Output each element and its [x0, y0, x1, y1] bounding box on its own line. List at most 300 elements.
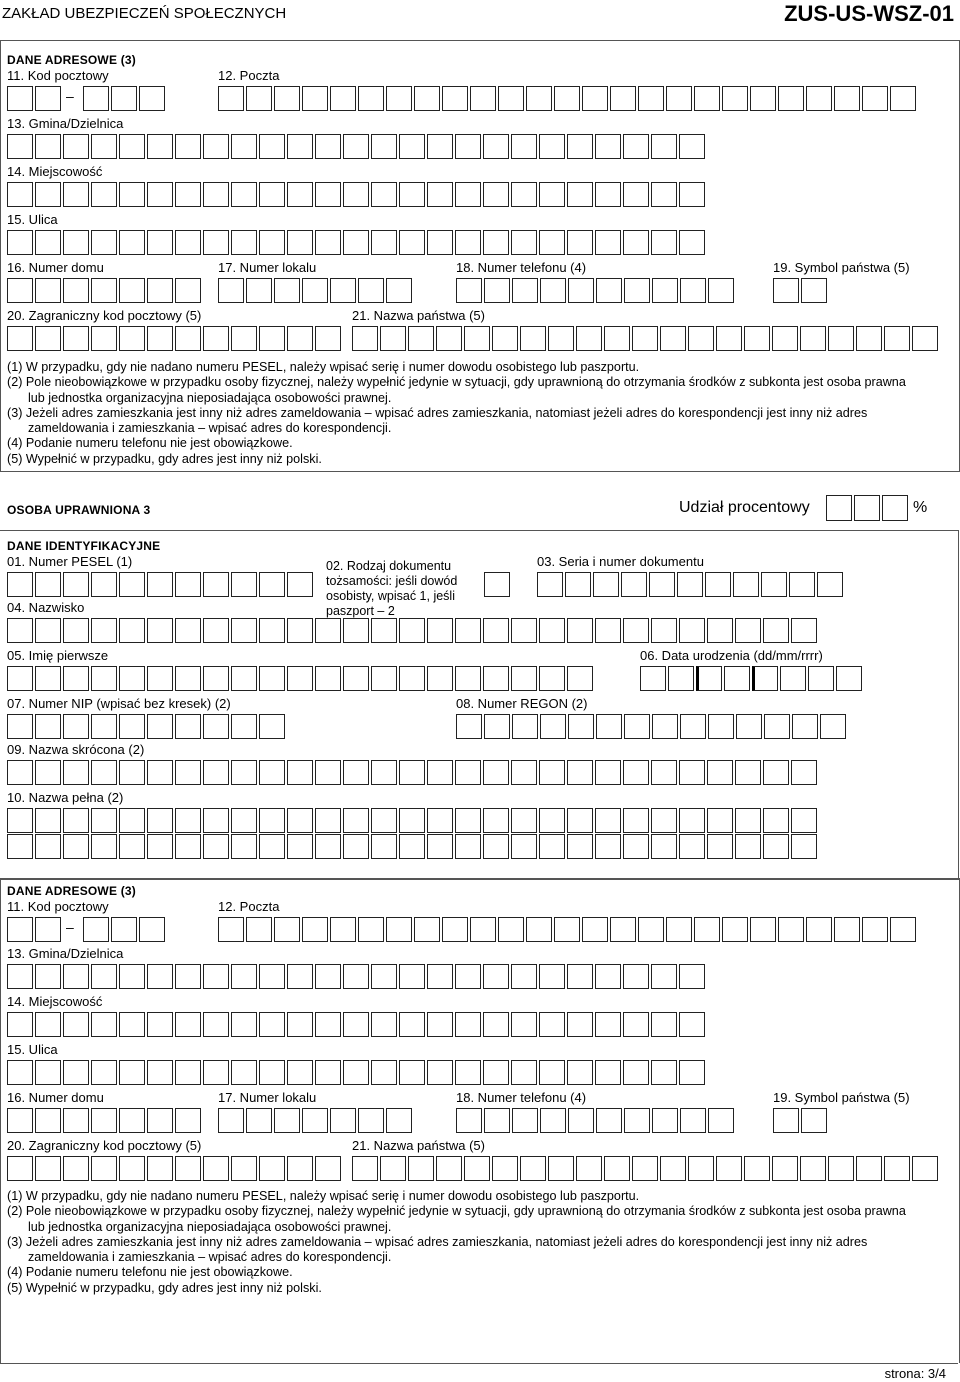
input-cell[interactable] [371, 182, 397, 207]
input-cell[interactable] [7, 618, 33, 643]
input-cell[interactable] [231, 230, 257, 255]
input-cell[interactable] [330, 917, 356, 942]
input-cell[interactable] [763, 760, 789, 785]
input-cell[interactable] [735, 618, 761, 643]
input-cell[interactable] [511, 1060, 537, 1085]
input-cell[interactable] [623, 760, 649, 785]
input-cell[interactable] [371, 666, 397, 691]
input-cell[interactable] [483, 666, 509, 691]
input-cell[interactable] [778, 86, 804, 111]
input-cell[interactable] [455, 134, 481, 159]
input-cell[interactable] [680, 1108, 706, 1133]
input-cell[interactable] [484, 714, 510, 739]
input-cell[interactable] [203, 714, 229, 739]
input-cell[interactable] [343, 182, 369, 207]
input-cell[interactable] [483, 182, 509, 207]
input-cell[interactable] [854, 495, 880, 521]
input-cell[interactable] [287, 964, 313, 989]
commune-boxes[interactable] [7, 134, 707, 159]
input-cell[interactable] [408, 1156, 434, 1181]
input-cell[interactable] [483, 808, 509, 833]
input-cell[interactable] [274, 86, 300, 111]
input-cell[interactable] [274, 1108, 300, 1133]
input-cell[interactable] [175, 714, 201, 739]
input-cell[interactable] [358, 278, 384, 303]
input-cell[interactable] [302, 86, 328, 111]
input-cell[interactable] [91, 134, 117, 159]
input-cell[interactable] [744, 326, 770, 351]
input-cell[interactable] [456, 278, 482, 303]
input-cell[interactable] [343, 1060, 369, 1085]
input-cell[interactable] [736, 714, 762, 739]
input-cell[interactable] [483, 230, 509, 255]
input-cell[interactable] [677, 572, 703, 597]
input-cell[interactable] [456, 714, 482, 739]
input-cell[interactable] [231, 760, 257, 785]
input-cell[interactable] [651, 182, 677, 207]
input-cell[interactable] [651, 134, 677, 159]
input-cell[interactable] [63, 1060, 89, 1085]
input-cell[interactable] [498, 86, 524, 111]
input-cell[interactable] [63, 1156, 89, 1181]
input-cell[interactable] [287, 1012, 313, 1037]
input-cell[interactable] [7, 808, 33, 833]
input-cell[interactable] [436, 326, 462, 351]
input-cell[interactable] [623, 808, 649, 833]
post-office2-boxes[interactable] [218, 917, 918, 942]
input-cell[interactable] [175, 808, 201, 833]
input-cell[interactable] [315, 1156, 341, 1181]
input-cell[interactable] [595, 808, 621, 833]
input-cell[interactable] [302, 278, 328, 303]
country-symbol2-boxes[interactable] [773, 1108, 829, 1133]
input-cell[interactable] [371, 1012, 397, 1037]
input-cell[interactable] [119, 1108, 145, 1133]
input-cell[interactable] [763, 618, 789, 643]
input-cell[interactable] [119, 572, 145, 597]
input-cell[interactable] [791, 834, 817, 859]
input-cell[interactable] [259, 666, 285, 691]
input-cell[interactable] [596, 278, 622, 303]
input-cell[interactable] [567, 964, 593, 989]
input-cell[interactable] [203, 964, 229, 989]
input-cell[interactable] [624, 1108, 650, 1133]
input-cell[interactable] [315, 182, 341, 207]
input-cell[interactable] [834, 917, 860, 942]
input-cell[interactable] [764, 714, 790, 739]
input-cell[interactable] [83, 917, 109, 942]
input-cell[interactable] [63, 134, 89, 159]
input-cell[interactable] [708, 1108, 734, 1133]
country-name2-boxes[interactable] [352, 1156, 940, 1181]
input-cell[interactable] [203, 230, 229, 255]
input-cell[interactable] [427, 666, 453, 691]
input-cell[interactable] [511, 134, 537, 159]
input-cell[interactable] [35, 134, 61, 159]
input-cell[interactable] [707, 808, 733, 833]
input-cell[interactable] [358, 917, 384, 942]
input-cell[interactable] [595, 1012, 621, 1037]
input-cell[interactable] [91, 1012, 117, 1037]
input-cell[interactable] [315, 808, 341, 833]
input-cell[interactable] [203, 134, 229, 159]
input-cell[interactable] [259, 134, 285, 159]
input-cell[interactable] [610, 86, 636, 111]
input-cell[interactable] [652, 278, 678, 303]
input-cell[interactable] [511, 1012, 537, 1037]
input-cell[interactable] [218, 86, 244, 111]
input-cell[interactable] [175, 1012, 201, 1037]
input-cell[interactable] [464, 1156, 490, 1181]
phone-boxes[interactable] [456, 278, 736, 303]
input-cell[interactable] [511, 666, 537, 691]
input-cell[interactable] [203, 182, 229, 207]
input-cell[interactable] [119, 618, 145, 643]
input-cell[interactable] [175, 182, 201, 207]
input-cell[interactable] [623, 618, 649, 643]
input-cell[interactable] [358, 1108, 384, 1133]
input-cell[interactable] [147, 572, 173, 597]
input-cell[interactable] [679, 760, 705, 785]
street-boxes[interactable] [7, 230, 707, 255]
input-cell[interactable] [651, 230, 677, 255]
input-cell[interactable] [119, 714, 145, 739]
input-cell[interactable] [791, 760, 817, 785]
input-cell[interactable] [817, 572, 843, 597]
house-no-boxes[interactable] [7, 278, 203, 303]
input-cell[interactable] [399, 1012, 425, 1037]
input-cell[interactable] [539, 964, 565, 989]
input-cell[interactable] [119, 1156, 145, 1181]
input-cell[interactable] [539, 134, 565, 159]
input-cell[interactable] [203, 1060, 229, 1085]
input-cell[interactable] [399, 808, 425, 833]
input-cell[interactable] [582, 86, 608, 111]
input-cell[interactable] [7, 1108, 33, 1133]
input-cell[interactable] [287, 618, 313, 643]
input-cell[interactable] [175, 964, 201, 989]
input-cell[interactable] [890, 86, 916, 111]
input-cell[interactable] [147, 1060, 173, 1085]
input-cell[interactable] [330, 278, 356, 303]
input-cell[interactable] [651, 760, 677, 785]
input-cell[interactable] [752, 666, 778, 691]
input-cell[interactable] [694, 86, 720, 111]
input-cell[interactable] [7, 1156, 33, 1181]
input-cell[interactable] [512, 278, 538, 303]
input-cell[interactable] [652, 714, 678, 739]
commune2-boxes[interactable] [7, 964, 707, 989]
input-cell[interactable] [763, 834, 789, 859]
input-cell[interactable] [456, 1108, 482, 1133]
input-cell[interactable] [593, 572, 619, 597]
input-cell[interactable] [455, 834, 481, 859]
input-cell[interactable] [371, 760, 397, 785]
input-cell[interactable] [596, 714, 622, 739]
input-cell[interactable] [7, 834, 33, 859]
input-cell[interactable] [539, 666, 565, 691]
input-cell[interactable] [512, 1108, 538, 1133]
input-cell[interactable] [91, 1108, 117, 1133]
input-cell[interactable] [91, 1060, 117, 1085]
input-cell[interactable] [780, 666, 806, 691]
input-cell[interactable] [708, 714, 734, 739]
input-cell[interactable] [63, 1012, 89, 1037]
input-cell[interactable] [83, 86, 109, 111]
input-cell[interactable] [399, 1060, 425, 1085]
flat-no-boxes[interactable] [218, 278, 414, 303]
input-cell[interactable] [455, 230, 481, 255]
input-cell[interactable] [679, 182, 705, 207]
input-cell[interactable] [836, 666, 862, 691]
input-cell[interactable] [694, 917, 720, 942]
input-cell[interactable] [259, 760, 285, 785]
input-cell[interactable] [287, 666, 313, 691]
input-cell[interactable] [806, 917, 832, 942]
input-cell[interactable] [773, 1108, 799, 1133]
input-cell[interactable] [287, 834, 313, 859]
street2-boxes[interactable] [7, 1060, 707, 1085]
input-cell[interactable] [259, 1156, 285, 1181]
input-cell[interactable] [399, 834, 425, 859]
input-cell[interactable] [380, 326, 406, 351]
input-cell[interactable] [63, 834, 89, 859]
input-cell[interactable] [343, 964, 369, 989]
input-cell[interactable] [259, 1060, 285, 1085]
first-name-boxes[interactable] [7, 666, 595, 691]
input-cell[interactable] [651, 964, 677, 989]
city-boxes[interactable] [7, 182, 707, 207]
input-cell[interactable] [666, 86, 692, 111]
input-cell[interactable] [649, 572, 675, 597]
input-cell[interactable] [119, 230, 145, 255]
input-cell[interactable] [35, 230, 61, 255]
input-cell[interactable] [688, 1156, 714, 1181]
input-cell[interactable] [856, 326, 882, 351]
input-cell[interactable] [582, 917, 608, 942]
input-cell[interactable] [820, 714, 846, 739]
input-cell[interactable] [735, 760, 761, 785]
input-cell[interactable] [567, 182, 593, 207]
input-cell[interactable] [498, 917, 524, 942]
input-cell[interactable] [623, 134, 649, 159]
input-cell[interactable] [380, 1156, 406, 1181]
input-cell[interactable] [595, 134, 621, 159]
input-cell[interactable] [119, 326, 145, 351]
input-cell[interactable] [679, 1060, 705, 1085]
input-cell[interactable] [175, 1060, 201, 1085]
input-cell[interactable] [315, 760, 341, 785]
input-cell[interactable] [826, 495, 852, 521]
input-cell[interactable] [259, 618, 285, 643]
input-cell[interactable] [539, 834, 565, 859]
input-cell[interactable] [203, 760, 229, 785]
input-cell[interactable] [259, 230, 285, 255]
input-cell[interactable] [147, 278, 173, 303]
input-cell[interactable] [203, 618, 229, 643]
input-cell[interactable] [800, 1156, 826, 1181]
input-cell[interactable] [63, 714, 89, 739]
input-cell[interactable] [386, 278, 412, 303]
input-cell[interactable] [705, 572, 731, 597]
input-cell[interactable] [808, 666, 834, 691]
input-cell[interactable] [735, 808, 761, 833]
short-name-boxes[interactable] [7, 760, 819, 785]
input-cell[interactable] [147, 834, 173, 859]
input-cell[interactable] [231, 572, 257, 597]
input-cell[interactable] [175, 760, 201, 785]
input-cell[interactable] [259, 572, 285, 597]
input-cell[interactable] [119, 1012, 145, 1037]
input-cell[interactable] [175, 1156, 201, 1181]
input-cell[interactable] [680, 714, 706, 739]
input-cell[interactable] [7, 182, 33, 207]
input-cell[interactable] [595, 618, 621, 643]
input-cell[interactable] [539, 182, 565, 207]
input-cell[interactable] [436, 1156, 462, 1181]
input-cell[interactable] [464, 326, 490, 351]
input-cell[interactable] [567, 760, 593, 785]
input-cell[interactable] [623, 1060, 649, 1085]
input-cell[interactable] [147, 808, 173, 833]
postal-code-boxes-b[interactable] [83, 86, 167, 111]
input-cell[interactable] [651, 1060, 677, 1085]
input-cell[interactable] [455, 666, 481, 691]
input-cell[interactable] [287, 760, 313, 785]
input-cell[interactable] [554, 917, 580, 942]
input-cell[interactable] [548, 1156, 574, 1181]
input-cell[interactable] [484, 1108, 510, 1133]
input-cell[interactable] [147, 1156, 173, 1181]
input-cell[interactable] [455, 808, 481, 833]
input-cell[interactable] [408, 326, 434, 351]
input-cell[interactable] [778, 917, 804, 942]
input-cell[interactable] [679, 1012, 705, 1037]
input-cell[interactable] [511, 834, 537, 859]
input-cell[interactable] [147, 666, 173, 691]
input-cell[interactable] [511, 760, 537, 785]
input-cell[interactable] [567, 808, 593, 833]
nip-boxes[interactable] [7, 714, 287, 739]
input-cell[interactable] [632, 1156, 658, 1181]
input-cell[interactable] [511, 808, 537, 833]
input-cell[interactable] [147, 760, 173, 785]
input-cell[interactable] [175, 572, 201, 597]
input-cell[interactable] [834, 86, 860, 111]
input-cell[interactable] [483, 134, 509, 159]
input-cell[interactable] [652, 1108, 678, 1133]
input-cell[interactable] [63, 808, 89, 833]
input-cell[interactable] [567, 1060, 593, 1085]
input-cell[interactable] [35, 278, 61, 303]
input-cell[interactable] [287, 1156, 313, 1181]
input-cell[interactable] [890, 917, 916, 942]
input-cell[interactable] [259, 326, 285, 351]
input-cell[interactable] [203, 572, 229, 597]
input-cell[interactable] [568, 278, 594, 303]
input-cell[interactable] [35, 808, 61, 833]
input-cell[interactable] [35, 572, 61, 597]
input-cell[interactable] [371, 230, 397, 255]
input-cell[interactable] [259, 808, 285, 833]
postal-code2-boxes-a[interactable] [7, 917, 63, 942]
input-cell[interactable] [287, 572, 313, 597]
input-cell[interactable] [567, 230, 593, 255]
input-cell[interactable] [651, 618, 677, 643]
input-cell[interactable] [772, 326, 798, 351]
input-cell[interactable] [91, 834, 117, 859]
share-boxes[interactable] [826, 495, 910, 521]
input-cell[interactable] [231, 1156, 257, 1181]
input-cell[interactable] [7, 326, 33, 351]
input-cell[interactable] [511, 182, 537, 207]
input-cell[interactable] [427, 964, 453, 989]
input-cell[interactable] [595, 1060, 621, 1085]
input-cell[interactable] [111, 917, 137, 942]
input-cell[interactable] [707, 760, 733, 785]
input-cell[interactable] [287, 182, 313, 207]
input-cell[interactable] [343, 760, 369, 785]
input-cell[interactable] [175, 134, 201, 159]
input-cell[interactable] [259, 182, 285, 207]
input-cell[interactable] [119, 666, 145, 691]
input-cell[interactable] [483, 760, 509, 785]
input-cell[interactable] [399, 760, 425, 785]
input-cell[interactable] [604, 326, 630, 351]
input-cell[interactable] [147, 1012, 173, 1037]
input-cell[interactable] [35, 714, 61, 739]
input-cell[interactable] [386, 1108, 412, 1133]
input-cell[interactable] [231, 808, 257, 833]
input-cell[interactable] [595, 230, 621, 255]
input-cell[interactable] [623, 964, 649, 989]
input-cell[interactable] [259, 964, 285, 989]
input-cell[interactable] [660, 1156, 686, 1181]
input-cell[interactable] [287, 808, 313, 833]
input-cell[interactable] [91, 572, 117, 597]
flat-no2-boxes[interactable] [218, 1108, 414, 1133]
input-cell[interactable] [862, 917, 888, 942]
input-cell[interactable] [492, 1156, 518, 1181]
input-cell[interactable] [343, 1012, 369, 1037]
input-cell[interactable] [139, 917, 165, 942]
input-cell[interactable] [175, 326, 201, 351]
input-cell[interactable] [632, 326, 658, 351]
input-cell[interactable] [231, 1060, 257, 1085]
input-cell[interactable] [750, 917, 776, 942]
foreign-postal-boxes[interactable] [7, 326, 343, 351]
input-cell[interactable] [708, 278, 734, 303]
country-name-boxes[interactable] [352, 326, 940, 351]
input-cell[interactable] [724, 666, 750, 691]
input-cell[interactable] [315, 1060, 341, 1085]
input-cell[interactable] [427, 618, 453, 643]
input-cell[interactable] [119, 964, 145, 989]
input-cell[interactable] [343, 134, 369, 159]
input-cell[interactable] [63, 964, 89, 989]
input-cell[interactable] [539, 808, 565, 833]
input-cell[interactable] [175, 1108, 201, 1133]
input-cell[interactable] [246, 1108, 272, 1133]
input-cell[interactable] [203, 666, 229, 691]
input-cell[interactable] [707, 618, 733, 643]
input-cell[interactable] [246, 278, 272, 303]
input-cell[interactable] [7, 760, 33, 785]
input-cell[interactable] [567, 666, 593, 691]
input-cell[interactable] [399, 618, 425, 643]
input-cell[interactable] [595, 964, 621, 989]
input-cell[interactable] [679, 230, 705, 255]
